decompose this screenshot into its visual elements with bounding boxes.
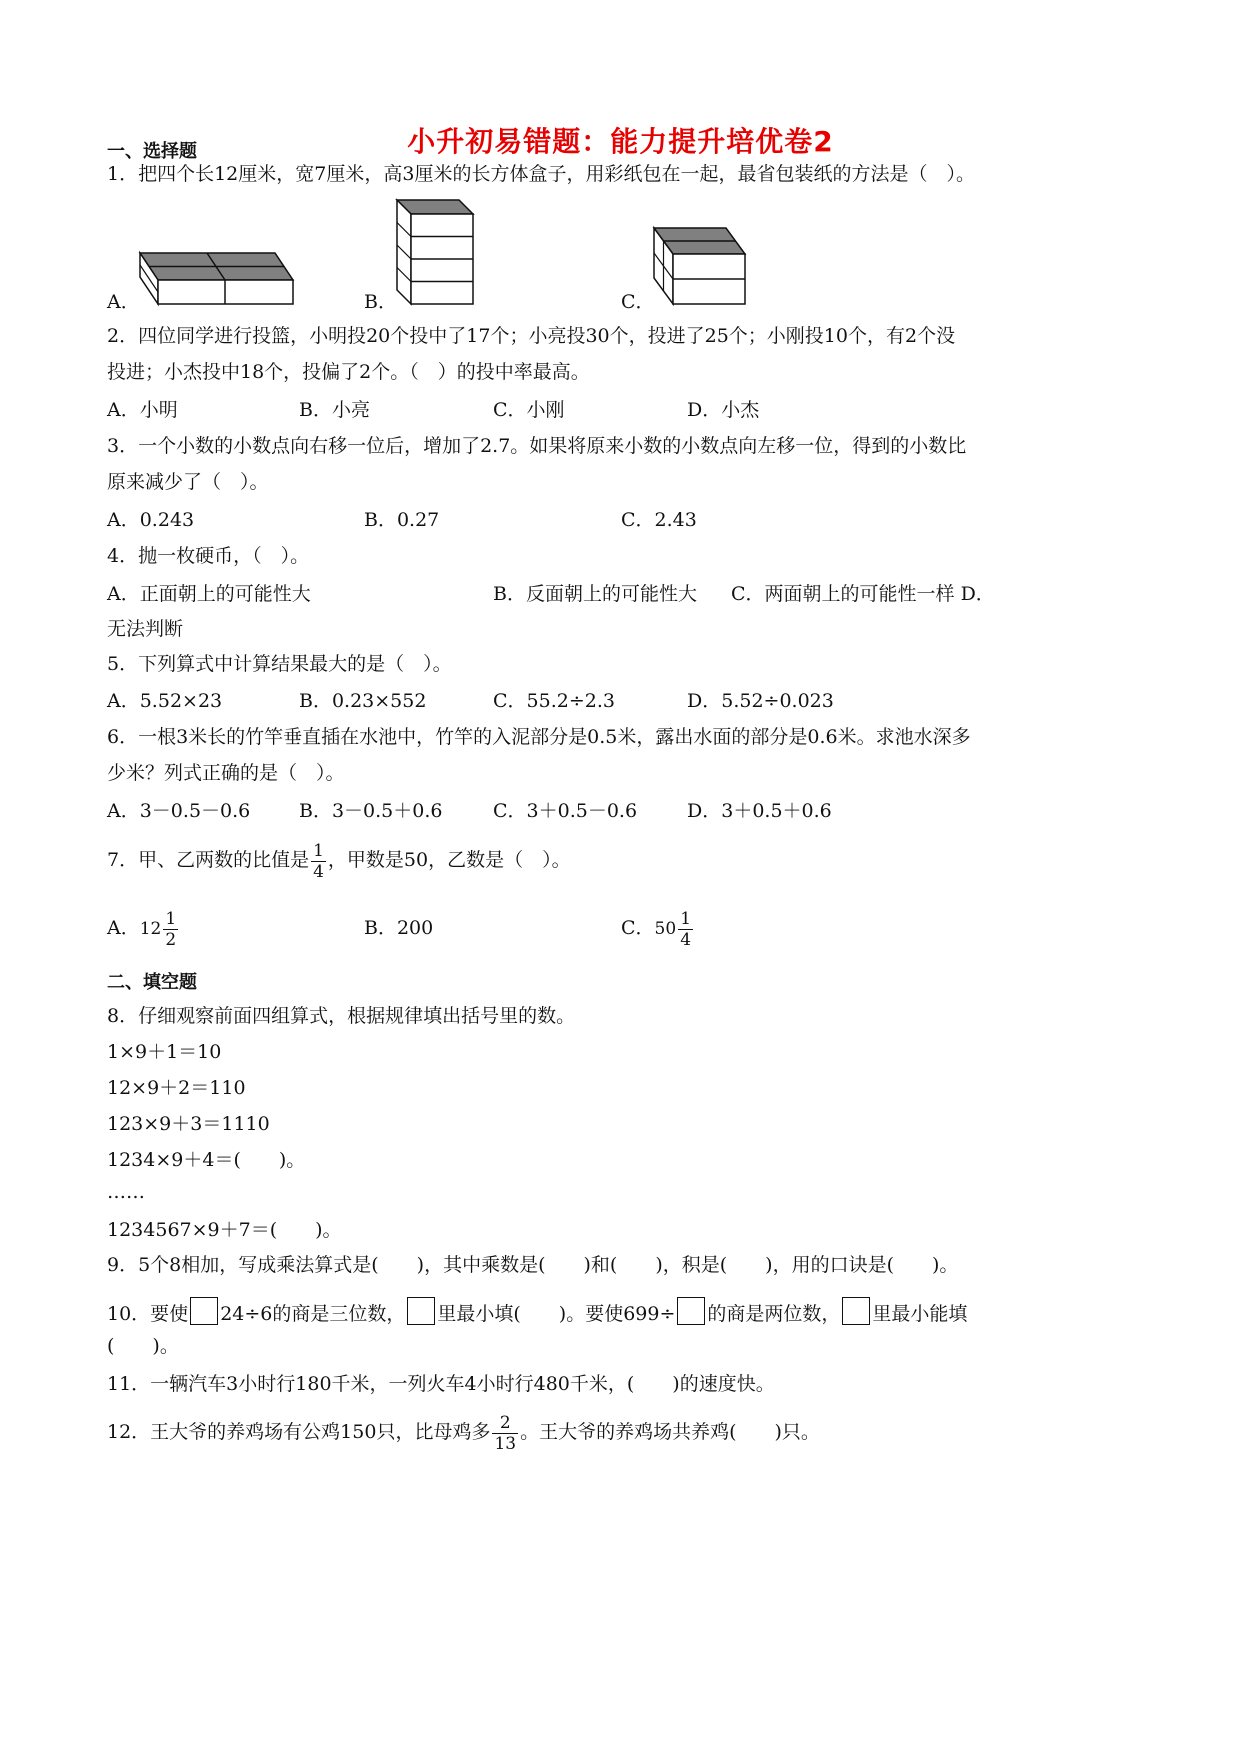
q7-fraction-numerator: 1 [313,840,324,861]
q1-option-b-label: B． [364,291,397,313]
q8-line-4: 1234×9＋4＝( )。 [107,1149,306,1171]
q10-blank-box-2 [407,1297,435,1325]
q5-option-a: A．5.52×23 [107,690,223,712]
q7-option-c-numerator: 1 [680,908,692,929]
question-8-text: 8．仔细观察前面四组算式，根据规律填出括号里的数。 [107,1005,576,1027]
q6-option-c: C．3＋0.5－0.6 [493,800,638,822]
question-10-line1 [107,1297,967,1329]
question-1-text: 1．把四个长12厘米，宽7厘米，高3厘米的长方体盒子，用彩纸包在一起，最省包装纸的方法是（ ）。 [107,163,975,185]
q7-option-c [621,904,695,953]
section-heading-fill-blank: 二、填空题 [107,972,197,993]
q1-option-c-label: C． [621,291,655,313]
question-4-text: 4．抛一枚硬币，（ ）。 [107,545,310,567]
q10-text-part2: 24÷6的商是三位数， [220,1303,406,1325]
q1-figure-a-flat-boxes [140,248,300,308]
q12-text-post: 。王大爷的养鸡场共养鸡( )只。 [520,1421,820,1443]
q8-line-3: 123×9＋3＝1110 [107,1113,270,1135]
q10-text-part1: 10．要使 [107,1303,189,1325]
q10-blank-box-1 [190,1297,218,1325]
q10-text-part5: 里最小能填 [872,1303,968,1325]
q7-option-b: B．200 [364,917,434,939]
question-6-line1: 6．一根3米长的竹竿垂直插在水池中，竹竿的入泥部分是0.5米，露出水面的部分是0.6米。求池水深多 [107,726,971,748]
q3-option-c: C．2.43 [621,509,697,531]
q12-text-pre: 12．王大爷的养鸡场有公鸡150只，比母鸡多 [107,1421,491,1443]
page-title: 小升初易错题：能力提升培优卷2 [407,125,834,158]
q5-option-b: B．0.23×552 [299,690,427,712]
q7-option-a [107,904,180,953]
q7-option-c-denominator: 4 [680,929,692,950]
q7-option-a-label: A． [107,917,140,939]
q7-text-pre: 7．甲、乙两数的比值是 [107,849,310,871]
q8-line-1: 1×9＋1＝10 [107,1041,222,1063]
q6-option-a: A．3－0.5－0.6 [107,800,251,822]
q4-option-c: C．两面朝上的可能性一样 D． [731,583,995,605]
section-heading-choice: 一、选择题 [107,141,197,162]
q10-text-part4: 的商是两位数， [707,1303,841,1325]
q10-blank-box-4 [842,1297,870,1325]
q3-option-a: A．0.243 [107,509,195,531]
q5-option-c: C．55.2÷2.3 [493,690,615,712]
q2-option-a: A．小明 [107,399,178,421]
q5-option-d: D．5.52÷0.023 [687,690,834,712]
question-5-text: 5．下列算式中计算结果最大的是（ ）。 [107,653,452,675]
q4-option-a: A．正面朝上的可能性大 [107,583,311,605]
q7-option-a-fraction [163,909,178,950]
q6-option-d: D．3＋0.5＋0.6 [687,800,832,822]
q12-fraction-denominator: 13 [494,1433,517,1454]
q7-option-a-denominator: 2 [165,929,177,950]
q7-option-a-integer: 12 [139,919,162,939]
q4-option-b: B．反面朝上的可能性大 [493,583,697,605]
q7-option-c-fraction [678,909,693,950]
q7-fraction-denominator: 4 [313,861,324,882]
q1-figure-c-stacked-boxes [654,228,750,308]
q7-ratio-fraction [311,841,326,882]
question-12-text [107,1408,820,1456]
q7-text-post: ，甲数是50，乙数是（ ）。 [327,849,571,871]
question-3-line2: 原来减少了（ ）。 [107,471,269,493]
question-6-line2: 少米？列式正确的是（ ）。 [107,762,345,784]
q8-line-6: 1234567×9＋7＝( )。 [107,1219,342,1241]
q6-option-b: B．3－0.5＋0.6 [299,800,443,822]
q8-ellipsis: …… [107,1181,145,1203]
question-7-text [107,836,571,884]
q1-option-a-label: A． [107,291,140,313]
q4-option-d: 无法判断 [107,618,184,640]
q2-option-c: C．小刚 [493,399,565,421]
question-3-line1: 3．一个小数的小数点向右移一位后，增加了2.7。如果将原来小数的小数点向左移一位，得到的小数比 [107,435,967,457]
q3-option-b: B．0.27 [364,509,440,531]
q12-fraction [492,1413,518,1454]
question-9-text: 9．5个8相加，写成乘法算式是( )，其中乘数是( )和( )，积是( )，用的口诀是( )。 [107,1254,959,1276]
question-10-line2: ( )。 [107,1335,179,1357]
question-2-line2: 投进；小杰投中18个，投偏了2个。（ ）的投中率最高。 [107,361,590,383]
q7-option-c-label: C． [621,917,655,939]
q8-line-2: 12×9＋2＝110 [107,1077,246,1099]
q10-text-part3: 里最小填( )。要使699÷ [437,1303,676,1325]
q10-blank-box-3 [677,1297,705,1325]
q1-figure-b-stacked-boxes [397,200,477,306]
q7-option-c-integer: 50 [654,919,677,939]
q2-option-d: D．小杰 [687,399,760,421]
q7-option-a-numerator: 1 [165,908,177,929]
question-11-text: 11．一辆汽车3小时行180千米，一列火车4小时行480千米，( )的速度快。 [107,1373,775,1395]
question-2-line1: 2．四位同学进行投篮，小明投20个投中了17个；小亮投30个，投进了25个；小刚投10个，有2个没 [107,325,956,347]
q12-fraction-numerator: 2 [499,1412,511,1433]
q2-option-b: B．小亮 [299,399,370,421]
